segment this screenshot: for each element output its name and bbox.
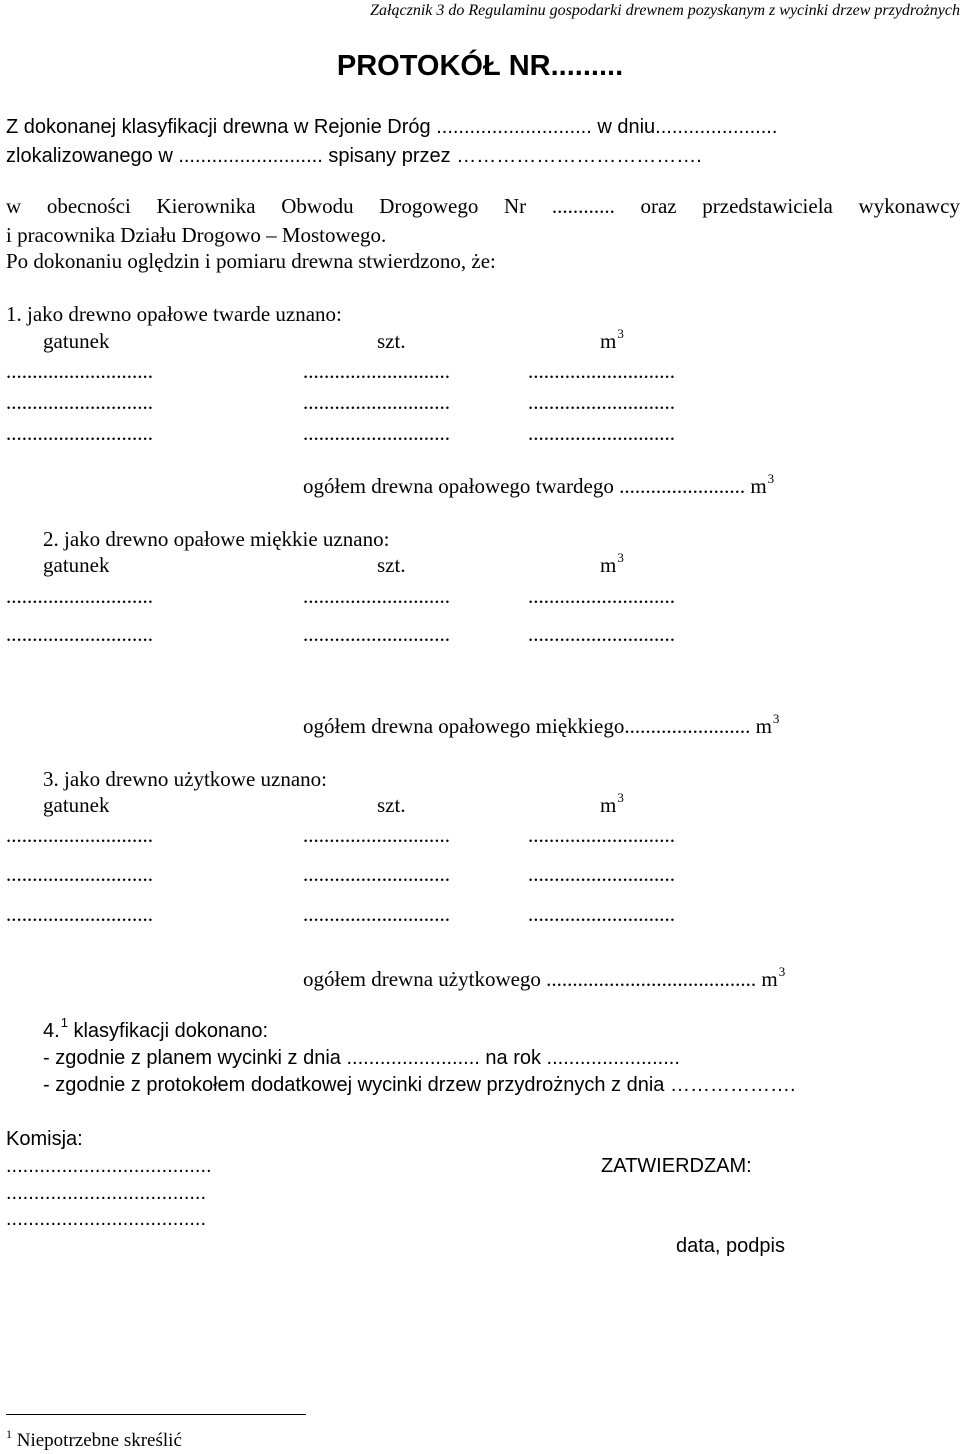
blank-cell: ............................ — [528, 902, 675, 926]
blank-cell: ............................ — [6, 823, 153, 847]
section-1-heading: 1. jako drewno opałowe twarde uznano: — [6, 302, 342, 326]
section-2-col-volume — [600, 550, 624, 577]
blank-cell: ............................ — [6, 421, 153, 445]
intro-line-3: w obecności Kierownika Obwodu Drogowego Nr ............ oraz przedstawiciela wykonawcy — [6, 194, 960, 218]
total-text: ogółem drewna użytkowego ........................................ m — [303, 967, 778, 991]
commission-label: Komisja: — [6, 1128, 83, 1150]
unit-superscript: 3 — [767, 471, 775, 486]
total-text: ogółem drewna opałowego twardego ........................ m — [303, 474, 767, 498]
intro-line-4: i pracownika Działu Drogowo – Mostowego. — [6, 223, 387, 247]
footnote-text: Niepotrzebne skreślić — [12, 1430, 182, 1451]
blank-cell: ............................ — [303, 390, 450, 414]
unit-superscript: 3 — [772, 711, 780, 726]
document-title: PROTOKÓŁ NR......... — [336, 50, 624, 82]
blank-cell: ............................ — [528, 584, 675, 608]
section-1-col-volume — [600, 326, 624, 353]
footnote-ref: 1 — [60, 1015, 68, 1030]
classification-text: klasyfikacji dokonano: — [67, 1020, 269, 1042]
section-2-heading: 2. jako drewno opałowe miękkie uznano: — [43, 527, 390, 551]
section-3-col-volume — [600, 790, 624, 817]
intro-line-2-dots: ………………………………. — [456, 145, 702, 167]
blank-cell: ............................ — [6, 584, 153, 608]
blank-cell: ............................ — [6, 622, 153, 646]
section-1-col-pieces: szt. — [377, 329, 406, 353]
unit-label: m — [600, 329, 617, 353]
intro-line-5: Po dokonaniu oględzin i pomiaru drewna stwierdzono, że: — [6, 249, 496, 273]
footnote-divider — [6, 1414, 306, 1415]
total-text: ogółem drewna opałowego miękkiego........................ m — [303, 714, 772, 738]
blank-cell: ............................ — [303, 584, 450, 608]
blank-cell: ............................ — [528, 359, 675, 383]
blank-cell: ............................ — [528, 390, 675, 414]
section-3-total — [303, 964, 786, 991]
blank-cell: ............................ — [303, 823, 450, 847]
unit-superscript: 3 — [617, 550, 624, 565]
blank-cell: ............................ — [303, 902, 450, 926]
blank-cell: ............................ — [6, 862, 153, 886]
classification-item-1: - zgodnie z planem wycinki z dnia ........................ na rok ........................ — [43, 1047, 680, 1069]
blank-cell: ............................ — [6, 359, 153, 383]
blank-cell: ............................ — [303, 421, 450, 445]
section-3-heading: 3. jako drewno użytkowe uznano: — [43, 767, 328, 791]
intro-line-1: Z dokonanej klasyfikacji drewna w Rejonie Dróg ............................ w dniu...................... — [6, 116, 778, 138]
classification-item-2: - zgodnie z protokołem dodatkowej wycinki drzew przydrożnych z dnia ………………. — [43, 1074, 796, 1096]
blank-cell: ............................ — [303, 622, 450, 646]
footnote-number: 1 — [6, 1427, 12, 1441]
classification-number: 4. — [43, 1020, 60, 1042]
section-2-total — [303, 711, 780, 738]
intro-line-2 — [6, 146, 702, 166]
blank-cell: ............................ — [303, 359, 450, 383]
commission-signature-line: ..................................... — [6, 1155, 212, 1177]
footnote — [6, 1427, 182, 1451]
approve-label: ZATWIERDZAM: — [601, 1155, 752, 1177]
section-2-col-pieces: szt. — [377, 553, 406, 577]
section-1-col-species: gatunek — [43, 329, 110, 353]
commission-signature-line: .................................... — [6, 1182, 207, 1204]
classification-label — [43, 1015, 269, 1042]
blank-cell: ............................ — [528, 823, 675, 847]
commission-signature-line: .................................... — [6, 1208, 207, 1230]
section-1-total — [303, 471, 775, 498]
section-2-col-species: gatunek — [43, 553, 110, 577]
unit-label: m — [600, 553, 617, 577]
blank-cell: ............................ — [6, 902, 153, 926]
blank-cell: ............................ — [6, 390, 153, 414]
blank-cell: ............................ — [528, 421, 675, 445]
blank-cell: ............................ — [528, 862, 675, 886]
blank-cell: ............................ — [528, 622, 675, 646]
unit-superscript: 3 — [778, 964, 786, 979]
unit-label: m — [600, 793, 617, 817]
intro-line-2-text: zlokalizowanego w .......................... spisany przez — [6, 145, 451, 167]
section-3-col-species: gatunek — [43, 793, 110, 817]
section-3-col-pieces: szt. — [377, 793, 406, 817]
blank-cell: ............................ — [303, 862, 450, 886]
unit-superscript: 3 — [617, 326, 624, 341]
attachment-note: Załącznik 3 do Regulaminu gospodarki drewnem pozyskanym z wycinki drzew przydrożnych — [370, 2, 960, 19]
unit-superscript: 3 — [617, 790, 624, 805]
date-signature-label: data, podpis — [676, 1235, 785, 1257]
